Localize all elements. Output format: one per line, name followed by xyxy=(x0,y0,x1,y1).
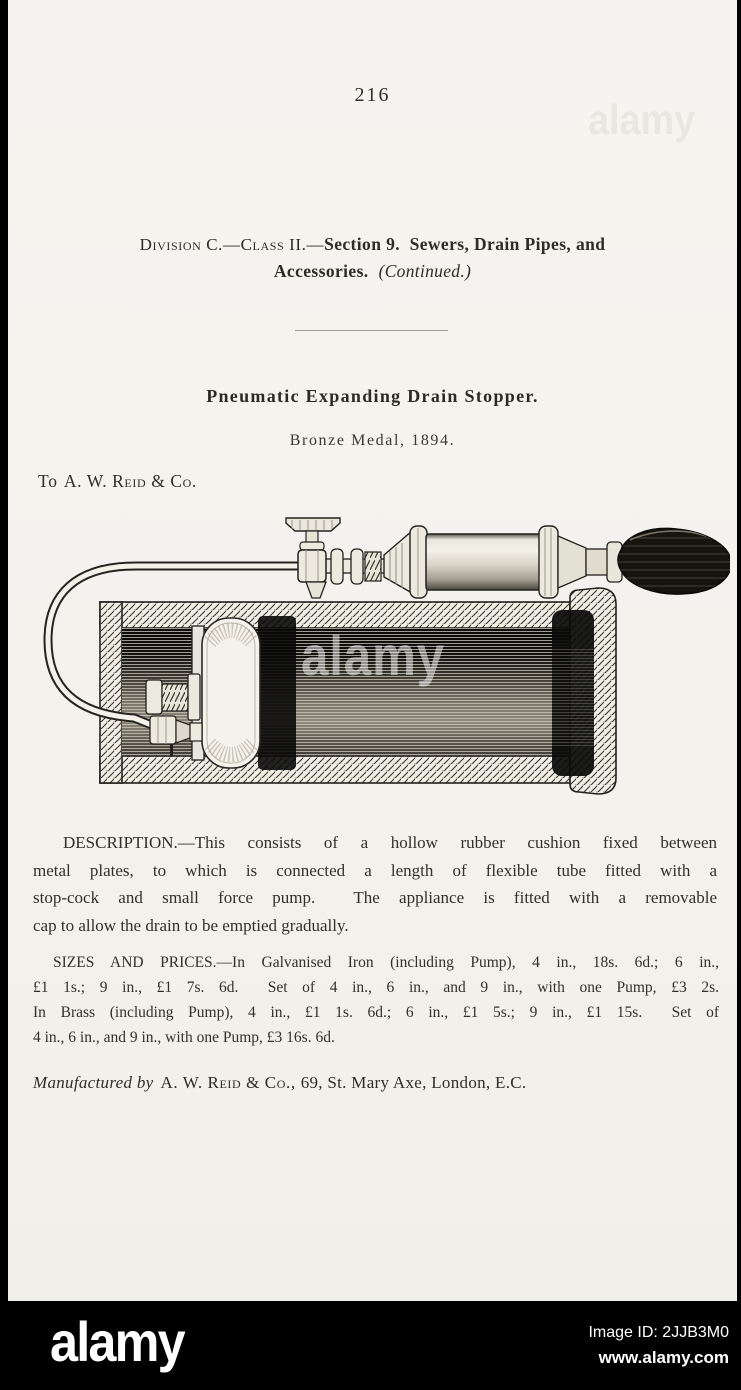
manufacturer-address: 69, St. Mary Axe, London, E.C. xyxy=(300,1073,527,1092)
accessories-label: Accessories. xyxy=(273,261,369,281)
divider-rule xyxy=(295,330,448,331)
manufacturer-line xyxy=(33,1073,717,1093)
text-line: metal plates, to which is connected a length of flexible tube fitted with a xyxy=(33,860,717,880)
manufactured-by-label: Manufactured by xyxy=(33,1073,154,1092)
book-page xyxy=(8,0,737,1301)
sizes-prices-paragraph xyxy=(33,950,719,1050)
division-class-label: Division C.—Class II.— xyxy=(139,235,325,254)
product-title: Pneumatic Expanding Drain Stopper. xyxy=(206,386,539,406)
text-line: DESCRIPTION.—This consists of a hollow rubber cushion fixed between xyxy=(63,833,717,852)
image-id-label: Image ID: xyxy=(588,1324,658,1341)
manufacturer-firm: A. W. Reid & Co., xyxy=(160,1073,296,1092)
section-label: Section 9. Sewers, Drain Pipes, and xyxy=(324,234,606,254)
text-line: SIZES AND PRICES.—In Galvanised Iron (including Pump), 4 in., 18s. 6d.; 6 in., xyxy=(53,954,719,971)
attribution-lead: To xyxy=(38,471,58,491)
alamy-footer-bar xyxy=(0,1301,741,1390)
text-line: cap to allow the drain to be emptied gradually. xyxy=(33,915,349,935)
alamy-url: www.alamy.com xyxy=(598,1348,729,1367)
attribution-firm: A. W. Reid & Co. xyxy=(63,471,197,491)
alamy-logo: alamy xyxy=(50,1310,184,1373)
pump-handle xyxy=(615,528,730,594)
award-subtitle: Bronze Medal, 1894. xyxy=(289,432,456,449)
text-line: £1 1s.; 9 in., £1 7s. 6d. Set of 4 in., 6 in., and 9 in., with one Pump, £3 2s. xyxy=(33,979,719,996)
image-id-value: 2JJB3M0 xyxy=(662,1324,729,1341)
drain-stopper-figure xyxy=(30,498,730,812)
heading-line-2 xyxy=(8,258,737,285)
rubber-cushion xyxy=(192,616,296,770)
section-heading xyxy=(8,231,737,285)
continued-label: (Continued.) xyxy=(378,261,472,281)
text-line: 4 in., 6 in., and 9 in., with one Pump, £3 16s. 6d. xyxy=(33,1029,335,1046)
description-paragraph xyxy=(33,829,717,939)
text-line: In Brass (including Pump), 4 in., £1 1s. 6d.; 6 in., £1 5s.; 9 in., £1 15s. Set of xyxy=(33,1004,719,1021)
page-number: 216 xyxy=(354,84,391,106)
force-pump xyxy=(322,526,730,598)
figure-watermark: alamy xyxy=(300,625,446,688)
heading-line-1 xyxy=(8,231,737,258)
faint-watermark: alamy xyxy=(588,96,696,143)
text-line: stop-cock and small force pump. The appliance is fitted with a removable xyxy=(33,888,717,907)
image-id-line xyxy=(588,1320,729,1345)
image-meta xyxy=(588,1320,729,1370)
attribution-line xyxy=(38,471,197,492)
